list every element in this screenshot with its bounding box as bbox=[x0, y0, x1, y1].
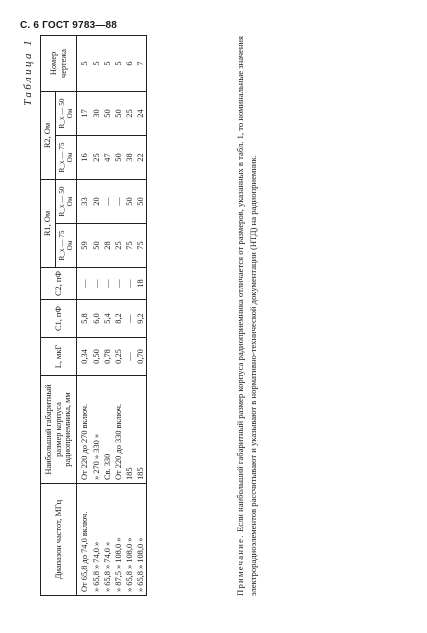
cell-l: 0,50 bbox=[91, 338, 102, 376]
table-title: Таблица 1 bbox=[22, 38, 34, 106]
col-r2a-header: R_x — 75 Ом bbox=[55, 136, 77, 180]
cell-freq: От 65,8 до 74,0 включ. bbox=[77, 484, 92, 596]
cell-r2a: 22 bbox=[135, 136, 147, 180]
table-row bbox=[135, 36, 147, 596]
cell-c2: — bbox=[113, 268, 124, 300]
col-c2-header: C2, пФ bbox=[41, 268, 77, 300]
cell-r1a: 75 bbox=[124, 224, 135, 268]
cell-freq: » 87,5 » 108,0 » bbox=[113, 484, 124, 596]
cell-r2a: 16 bbox=[77, 136, 92, 180]
cell-r1b: 33 bbox=[77, 180, 92, 224]
col-r1-header: R1, Ом bbox=[41, 180, 56, 268]
cell-r1b: 50 bbox=[124, 180, 135, 224]
cell-r1b: 50 bbox=[135, 180, 147, 224]
col-r1a-header: R_x — 75 Ом bbox=[55, 224, 77, 268]
cell-r1a: 25 bbox=[113, 224, 124, 268]
cell-num: 5 bbox=[91, 36, 102, 92]
cell-num: 6 bbox=[124, 36, 135, 92]
cell-size: От 220 до 330 включ. bbox=[113, 376, 124, 484]
cell-c2: — bbox=[91, 268, 102, 300]
cell-num: 5 bbox=[113, 36, 124, 92]
col-r1b-header: R_x — 50 Ом bbox=[55, 180, 77, 224]
cell-size: » 270 » 330 » bbox=[91, 376, 102, 484]
cell-c1: 5,4 bbox=[102, 300, 113, 338]
cell-r1a: 75 bbox=[135, 224, 147, 268]
table-row bbox=[91, 36, 102, 596]
cell-r1a: 59 bbox=[77, 224, 92, 268]
cell-r2b: 50 bbox=[113, 92, 124, 136]
col-c1-header: C1, пФ bbox=[41, 300, 77, 338]
cell-l: 0,70 bbox=[135, 338, 147, 376]
col-l-header: L, мкГ bbox=[41, 338, 77, 376]
col-r2b-header: R_x — 50 Ом bbox=[55, 92, 77, 136]
cell-r2b: 30 bbox=[91, 92, 102, 136]
cell-c2: — bbox=[124, 268, 135, 300]
cell-r2b: 50 bbox=[102, 92, 113, 136]
cell-size: Св. 330 bbox=[102, 376, 113, 484]
cell-c1: 6,0 bbox=[91, 300, 102, 338]
cell-c1: 9,2 bbox=[135, 300, 147, 338]
cell-l: 0,25 bbox=[113, 338, 124, 376]
rotated-content bbox=[22, 36, 414, 596]
cell-size: 185 bbox=[124, 376, 135, 484]
cell-r1a: 28 bbox=[102, 224, 113, 268]
cell-c2: — bbox=[77, 268, 92, 300]
cell-freq: » 65,8 » 74,0 » bbox=[91, 484, 102, 596]
cell-r1b: — bbox=[102, 180, 113, 224]
cell-c2: 18 bbox=[135, 268, 147, 300]
cell-num: 5 bbox=[77, 36, 92, 92]
header-row-top bbox=[41, 36, 56, 596]
table-row bbox=[77, 36, 92, 596]
page-header: С. 6 ГОСТ 9783—88 bbox=[20, 20, 118, 31]
cell-l: — bbox=[124, 338, 135, 376]
cell-r2a: 38 bbox=[124, 136, 135, 180]
cell-r2a: 47 bbox=[102, 136, 113, 180]
col-num-header: Номер чертежа bbox=[41, 36, 77, 92]
cell-l: 0,34 bbox=[77, 338, 92, 376]
cell-r1b: — bbox=[113, 180, 124, 224]
cell-r2b: 17 bbox=[77, 92, 92, 136]
table-row bbox=[102, 36, 113, 596]
cell-c2: — bbox=[102, 268, 113, 300]
cell-c1: 8,2 bbox=[113, 300, 124, 338]
cell-r2a: 50 bbox=[113, 136, 124, 180]
cell-size: От 220 до 270 включ. bbox=[77, 376, 92, 484]
note-lead: Примечание. bbox=[235, 534, 245, 596]
col-freq-header: Диапазон частот, МГц bbox=[41, 484, 77, 596]
cell-r1b: 20 bbox=[91, 180, 102, 224]
cell-c1: — bbox=[124, 300, 135, 338]
cell-freq: » 65,8 » 108,0 » bbox=[135, 484, 147, 596]
table-row bbox=[124, 36, 135, 596]
cell-freq: » 65,8 » 74,0 » bbox=[102, 484, 113, 596]
cell-l: 0,78 bbox=[102, 338, 113, 376]
table-row bbox=[113, 36, 124, 596]
note-body: Если наибольший габаритный размер корпуса радиоприемника отличается от размеров, указанных в табл. 1, то номинальные значения электрорадиоэлементов рассчитывают и указывают в нормативно-технической документации (НТД) на радиоприемник. bbox=[235, 36, 258, 596]
parameters-table bbox=[40, 35, 147, 596]
cell-r1a: 50 bbox=[91, 224, 102, 268]
table-note bbox=[234, 36, 259, 596]
cell-freq: » 65,8 » 108,0 » bbox=[124, 484, 135, 596]
cell-r2b: 24 bbox=[135, 92, 147, 136]
cell-size: 185 bbox=[135, 376, 147, 484]
cell-r2a: 25 bbox=[91, 136, 102, 180]
col-r2-header: R2, Ом bbox=[41, 92, 56, 180]
cell-r2b: 25 bbox=[124, 92, 135, 136]
col-size-header: Наибольший габаритный размер корпуса радиоприемника, мм bbox=[41, 376, 77, 484]
cell-c1: 5,8 bbox=[77, 300, 92, 338]
cell-num: 5 bbox=[102, 36, 113, 92]
cell-num: 7 bbox=[135, 36, 147, 92]
